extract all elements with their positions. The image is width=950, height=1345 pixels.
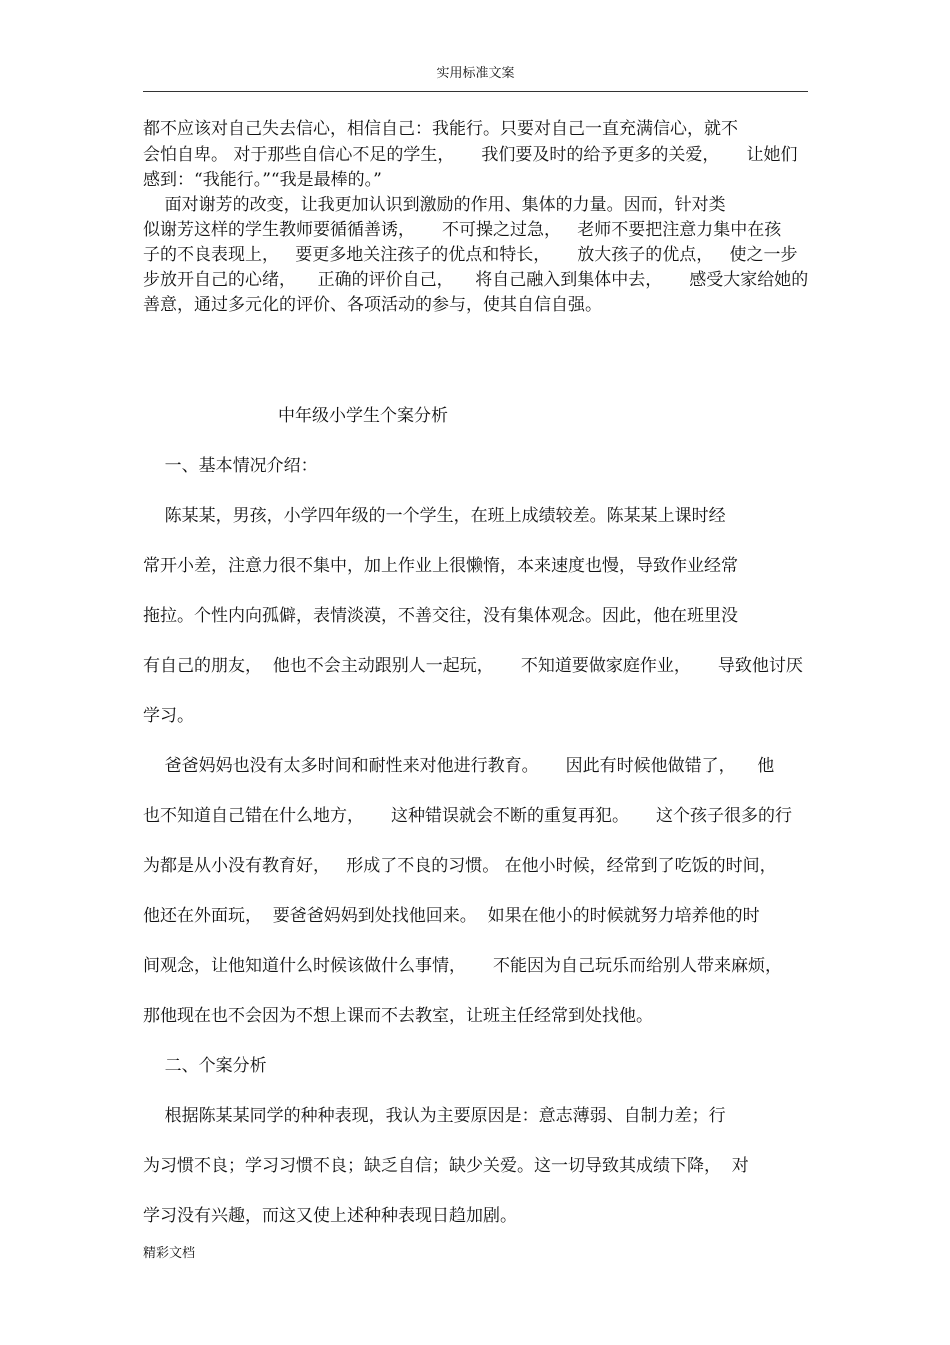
body-line: 爸爸妈妈也没有太多时间和耐性来对他进行教育。 因此有时候他做错了， 他 — [143, 756, 775, 776]
intro-line: 面对谢芳的改变，让我更加认识到激励的作用、集体的力量。因而，针对类 — [143, 195, 726, 215]
body-line: 他还在外面玩， 要爸爸妈妈到处找他回来。 如果在他小的时候就努力培养他的时 — [143, 906, 760, 926]
intro-line: 会怕自卑。 对于那些自信心不足的学生， 我们要及时的给予更多的关爱， 让她们 — [143, 145, 798, 165]
document-title: 中年级小学生个案分析 — [278, 406, 448, 426]
section-heading: 一、基本情况介绍： — [143, 456, 318, 476]
body-line: 间观念，让他知道什么时候该做什么事情， 不能因为自己玩乐而给别人带来麻烦， — [143, 956, 783, 976]
body-line: 为习惯不良；学习习惯不良；缺乏自信；缺少关爱。这一切导致其成绩下降， 对 — [143, 1156, 749, 1176]
intro-line: 都不应该对自己失去信心，相信自己：我能行。只要对自己一直充满信心，就不 — [143, 119, 738, 139]
header-divider — [143, 91, 808, 92]
body-line: 有自己的朋友， 他也不会主动跟别人一起玩， 不知道要做家庭作业， 导致他讨厌 — [143, 656, 803, 676]
body-line: 学习没有兴趣，而这又使上述种种表现日趋加剧。 — [143, 1206, 517, 1226]
page-footer: 精彩文档 — [143, 1246, 196, 1261]
intro-line: 步放开自己的心绪， 正确的评价自己， 将自己融入到集体中去， 感受大家给她的 — [143, 270, 809, 290]
intro-line: 善意，通过多元化的评价、各项活动的参与，使其自信自强。 — [143, 295, 602, 315]
body-line: 为都是从小没有教育好， 形成了不良的习惯。 在他小时候，经常到了吃饭的时间， — [143, 856, 777, 876]
intro-line: 子的不良表现上， 要更多地关注孩子的优点和特长， 放大孩子的优点， 使之一步 — [143, 245, 798, 265]
body-line: 那他现在也不会因为不想上课而不去教室，让班主任经常到处找他。 — [143, 1006, 653, 1026]
page-header: 实用标准文案 — [436, 66, 515, 81]
body-line: 也不知道自己错在什么地方， 这种错误就会不断的重复再犯。 这个孩子很多的行 — [143, 806, 793, 826]
body-line: 学习。 — [143, 706, 194, 726]
body-line: 陈某某，男孩，小学四年级的一个学生，在班上成绩较差。陈某某上课时经 — [143, 506, 726, 526]
section-heading: 二、个案分析 — [143, 1056, 267, 1076]
intro-line: 似谢芳这样的学生教师要循循善诱， 不可操之过急， 老师不要把注意力集中在孩 — [143, 220, 782, 240]
intro-line: 感到：“我能行。”“我是最棒的。” — [143, 170, 382, 190]
body-line: 常开小差，注意力很不集中，加上作业上很懒惰，本来速度也慢，导致作业经常 — [143, 556, 738, 576]
body-line: 拖拉。个性内向孤僻，表情淡漠，不善交往，没有集体观念。因此，他在班里没 — [143, 606, 738, 626]
body-line: 根据陈某某同学的种种表现，我认为主要原因是：意志薄弱、自制力差；行 — [143, 1106, 726, 1126]
